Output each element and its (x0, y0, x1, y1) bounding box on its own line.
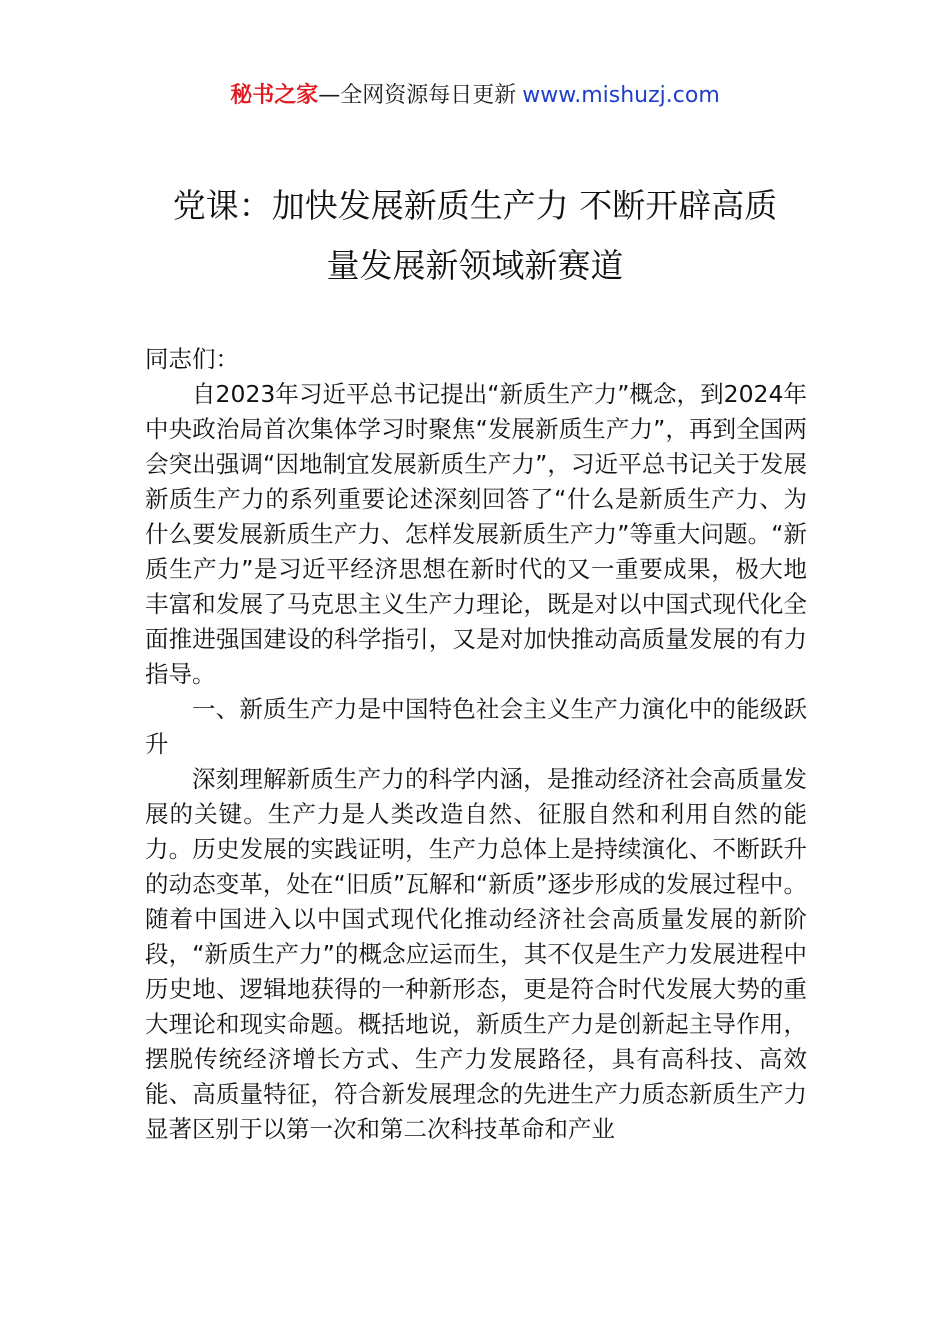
site-header (0, 80, 950, 112)
document-title (130, 176, 820, 296)
document-title-line-1: 党课：加快发展新质生产力 不断开辟高质 (172, 186, 778, 225)
paragraph-intro: 自2023年习近平总书记提出“新质生产力”概念，到2024年中央政治局首次集体学习时聚焦“发展新质生产力”，再到全国两会突出强调“因地制宜发展新质生产力”，习近平总书记关于发展新质生产力的系列重要论述深刻回答了“什么是新质生产力、为什么要发展新质生产力、怎样发展新质生产力”等重大问题。“新质生产力”是习近平经济思想在新时代的又一重要成果，极大地丰富和发展了马克思主义生产力理论，既是对以中国式现代化全面推进强国建设的科学指引，又是对加快推动高质量发展的有力指导。 (145, 380, 807, 688)
salutation: 同志们： (145, 345, 239, 373)
site-url-link[interactable]: www.mishuzj.com (522, 83, 720, 108)
site-brand: 秘书之家 (230, 83, 319, 108)
document-title-line-2: 量发展新领域新赛道 (326, 246, 624, 285)
paragraph-section-1: 深刻理解新质生产力的科学内涵，是推动经济社会高质量发展的关键。生产力是人类改造自然、征服自然和利用自然的能力。历史发展的实践证明，生产力总体上是持续演化、不断跃升的动态变革，处在“旧质”瓦解和“新质”逐步形成的发展过程中。随着中国进入以中国式现代化推动经济社会高质量发展的新阶段，“新质生产力”的概念应运而生，其不仅是生产力发展进程中历史地、逻辑地获得的一种新形态，更是符合时代发展大势的重大理论和现实命题。概括地说，新质生产力是创新起主导作用，摆脱传统经济增长方式、生产力发展路径，具有高科技、高效能、高质量特征，符合新发展理念的先进生产力质态新质生产力显著区别于以第一次和第二次科技革命和产业 (145, 765, 807, 1143)
document-body (145, 342, 807, 1147)
section-heading-1: 一、新质生产力是中国特色社会主义生产力演化中的能级跃升 (145, 695, 807, 758)
site-tagline: —全网资源每日更新 (318, 83, 517, 108)
